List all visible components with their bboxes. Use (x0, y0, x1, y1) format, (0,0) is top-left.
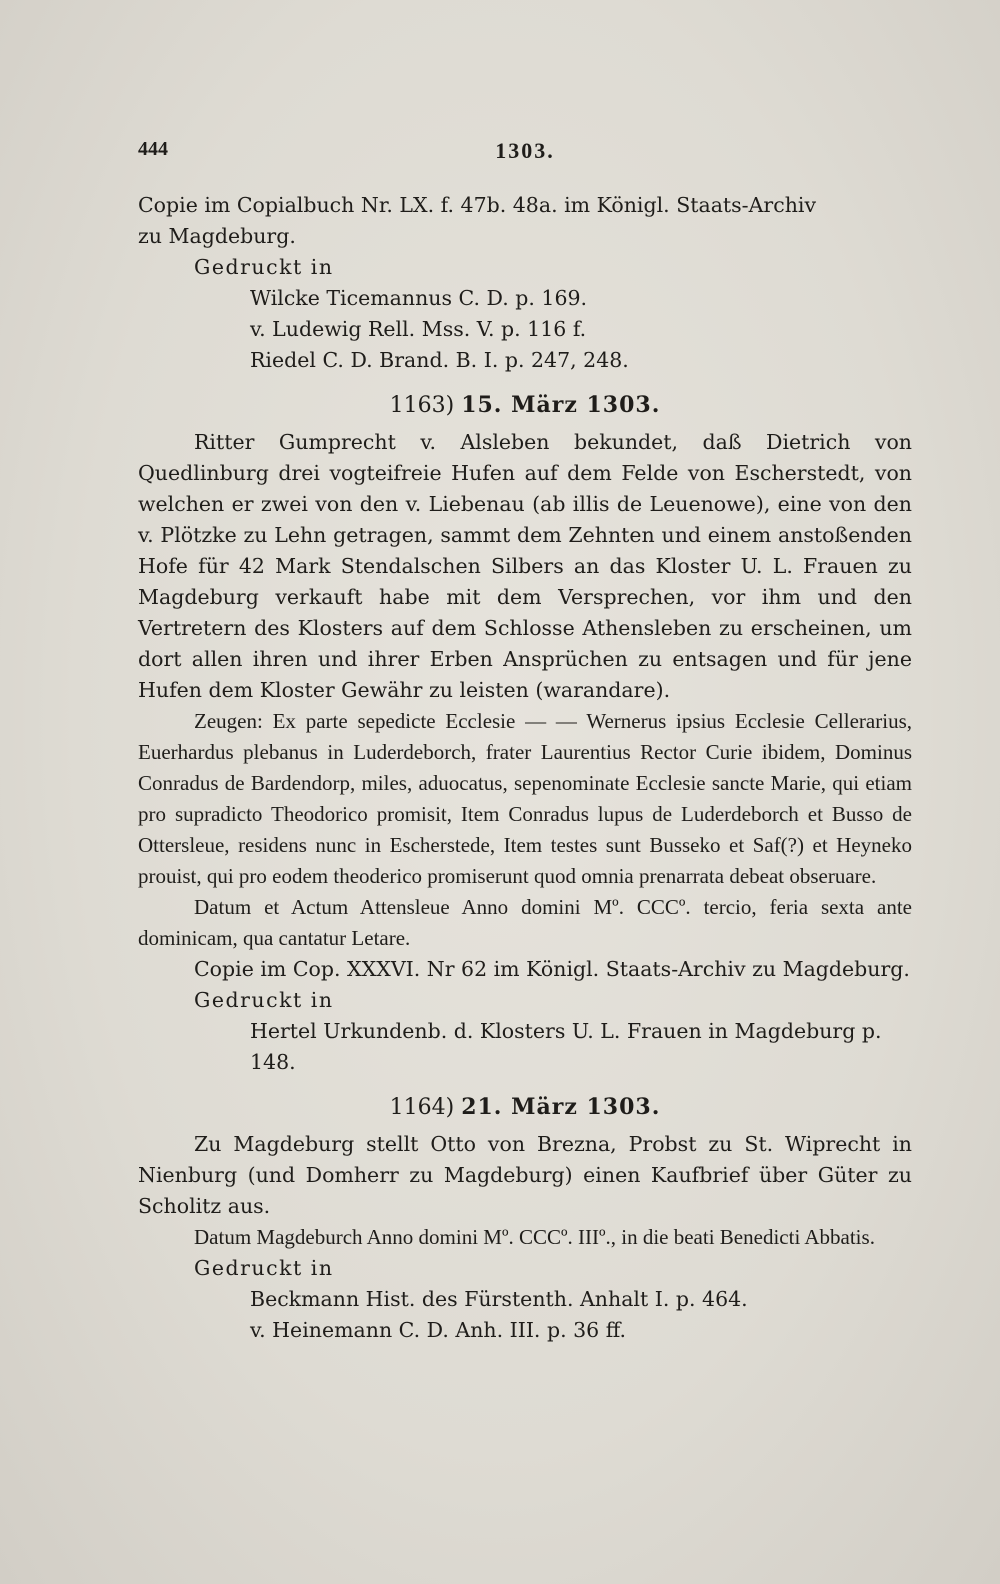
entry-date: 15. März 1303. (461, 392, 661, 418)
entry-text: Ritter Gumprecht v. Alsleben bekundet, daß Dietrich von Quedlinburg drei vogteifreie Hufen auf dem Felde von Escherstedt, von welchen er zwei von den v. Liebenau (ab illis de Leuenowe), eine von den v. Plötzke zu Lehn getragen, sammt dem Zehnten und einem anstoßenden Hofe für 42 Mark Stendalschen Silbers an das Kloster U. L. Frauen zu Magdeburg verkauft habe mit dem Versprechen, vor ihm und den Vertretern des Klosters auf dem Schlosse Athensleben zu erscheinen, um dort allen ihren und ihrer Erben Ansprüchen zu entsagen und für jene Hufen dem Kloster Gewähr zu leisten (warandare). (138, 430, 912, 702)
copy-note: Copie im Cop. XXXVI. Nr 62 im Königl. Staats-Archiv zu Magdeburg. (194, 957, 910, 981)
entry-date: 21. März 1303. (461, 1094, 661, 1120)
witnesses-text: Zeugen: Ex parte sepedicte Ecclesie — — Wernerus ipsius Ecclesie Cellerarius, Euerhardus plebanus in Luderdeborch, frater Laurentius Rector Curie ibidem, Dominus Conradus de Bardendorp, miles, aduocatus, sepenominate Ecclesie sancte Marie, qui etiam pro supradicto Theodorico promisit, Item Conradus lupus de Luderdeborch et Busso de Ottersleue, residens nunc in Escherstede, Item testes sunt Busseko et Saf(?) et Heyneko prouist, qui pro eodem theoderico promiserunt quod omnia prenarrata debeat obseruare. (138, 709, 912, 888)
entry-number: 1164) (389, 1095, 455, 1120)
printed-label: Gedruckt in (194, 255, 334, 279)
printed-label: Gedruckt in (194, 988, 334, 1012)
datum-text: Datum Magdeburch Anno domini Mº. CCCº. IIIº., in die beati Benedicti Abbatis. (194, 1225, 875, 1249)
reference-item: v. Ludewig Rell. Mss. V. p. 116 f. (250, 317, 587, 341)
reference-item: Hertel Urkundenb. d. Klosters U. L. Frauen in Magdeburg p. 148. (250, 1019, 882, 1074)
page-number: 444 (138, 138, 168, 160)
entry-heading (138, 390, 912, 421)
reference-item: Wilcke Ticemannus C. D. p. 169. (250, 286, 588, 310)
entry-text: Zu Magdeburg stellt Otto von Brezna, Probst zu St. Wiprecht in Nienburg (und Domherr zu Magdeburg) einen Kaufbrief über Güter zu Scholitz aus. (138, 1132, 912, 1218)
page-header (138, 138, 912, 168)
printed-label: Gedruckt in (194, 1256, 334, 1280)
copy-note-line-1: Copie im Copialbuch Nr. LX. f. 47b. 48a. im Königl. Staats-Archiv (138, 193, 817, 217)
reference-item: Riedel C. D. Brand. B. I. p. 247, 248. (250, 348, 629, 372)
copy-note-line-2: zu Magdeburg. (138, 224, 296, 248)
reference-item: Beckmann Hist. des Fürstenth. Anhalt I. p. 464. (250, 1287, 748, 1311)
datum-text: Datum et Actum Attensleue Anno domini Mº. CCCº. tercio, feria sexta ante dominicam, qua cantatur Letare. (138, 895, 912, 950)
entry-number: 1163) (389, 393, 455, 418)
running-title: 1303. (495, 138, 555, 163)
page-body (138, 190, 912, 1346)
entry-heading (138, 1092, 912, 1123)
reference-item: v. Heinemann C. D. Anh. III. p. 36 ff. (250, 1318, 627, 1342)
